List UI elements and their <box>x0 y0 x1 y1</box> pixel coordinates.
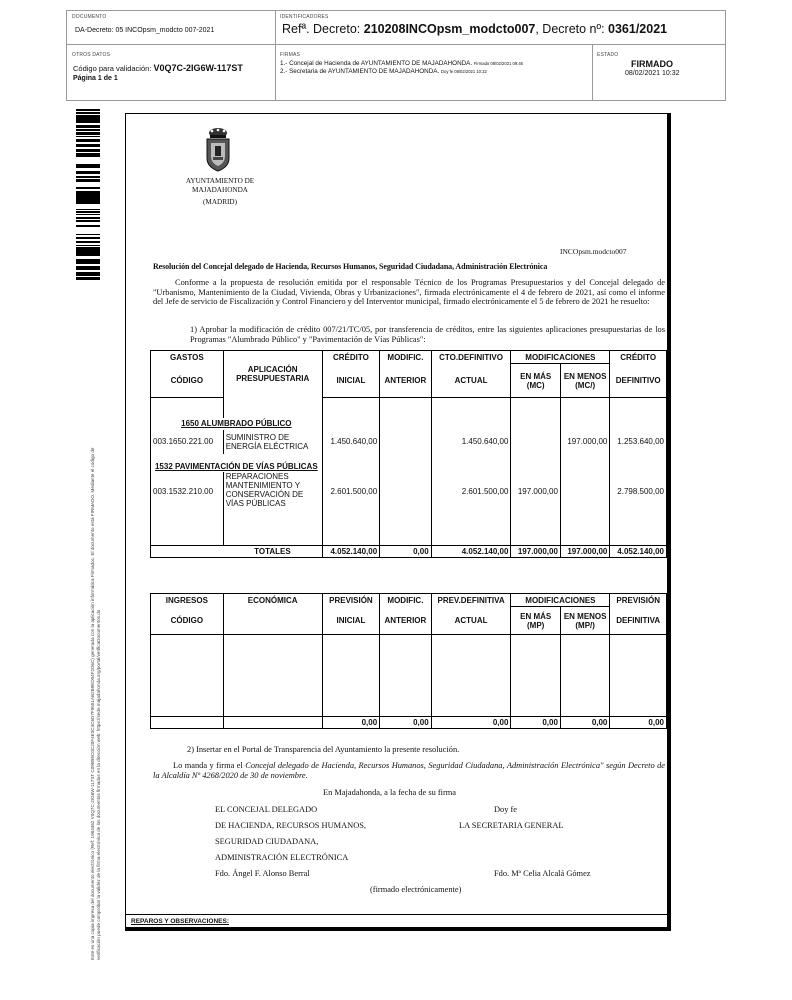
manda-paragraph <box>153 761 665 780</box>
gastos-totales-label: TOTALES <box>223 546 322 558</box>
barcode-bar <box>76 259 100 261</box>
ayto-line-2: MAJADAHONDA <box>192 186 248 194</box>
barcode-bar <box>76 129 100 131</box>
barcode-bar <box>76 191 100 193</box>
gastos-total-enmas: 197.000,00 <box>511 546 560 558</box>
pagina-text: Página 1 de 1 <box>73 75 118 82</box>
barcode-bar <box>76 126 100 128</box>
ingresos-h-actual: ACTUAL <box>431 607 511 635</box>
barcode-bar <box>76 269 100 270</box>
estado-label: ESTADO <box>597 52 619 58</box>
item-1-paragraph: 1) Aprobar la modificación de crédito 007/21/TC/05, por transferencia de créditos, entre las siguientes aplicaciones presupuestarias de los Programas "Alumbrado Público" y "Pavimentación de Vías Públicas": <box>190 325 665 344</box>
ayto-line-3: (MADRID) <box>203 198 237 206</box>
barcode-bar <box>76 179 100 181</box>
side-verification-text <box>90 448 102 960</box>
decreto-reference <box>282 22 667 36</box>
barcode-bar <box>76 117 100 118</box>
gastos-total-definitivo: 4.052.140,00 <box>610 546 667 558</box>
barcode-bar <box>76 268 100 269</box>
barcode-bar <box>76 234 100 235</box>
barcode-bar <box>76 261 100 263</box>
codigo-value: V0Q7C-2IG6W-117ST <box>153 63 243 73</box>
estado-value: FIRMADO <box>631 59 673 69</box>
barcode-bar <box>76 247 100 249</box>
barcode-bar <box>76 212 100 213</box>
ayuntamiento-name <box>160 177 280 207</box>
barcode-bar <box>76 202 100 203</box>
barcode-bar <box>76 225 100 227</box>
ingresos-total-actual: 0,00 <box>431 717 511 729</box>
ingresos-h-prevdef: PREV.DEFINITIVA <box>431 594 511 607</box>
ingresos-h-inicial: INICIAL <box>322 607 380 635</box>
ingresos-h-enmenos: EN MENOS (MP/) <box>560 607 609 635</box>
signature-left-5: Fdo. Ángel F. Alonso Berral <box>215 869 310 878</box>
gastos-group-1532: 1532 PAVIMENTACIÓN DE VÍAS PÚBLICAS <box>151 454 323 472</box>
gastos-h-ctodef: CTO.DEFINITIVO <box>431 351 511 364</box>
gastos-table <box>150 350 667 558</box>
barcode-bar <box>76 272 100 274</box>
barcode-bar <box>76 155 100 157</box>
ingresos-total-anterior: 0,00 <box>380 717 431 729</box>
barcode-bar <box>76 139 100 140</box>
barcode-bar <box>76 194 100 195</box>
barcode-bar <box>76 203 100 204</box>
manda-plain: Lo manda y firma el <box>173 761 246 770</box>
gastos-total-anterior: 0,00 <box>380 546 431 558</box>
barcode-bar <box>76 176 100 178</box>
barcode-bar <box>76 120 100 122</box>
cell-enmas: 197.000,00 <box>511 472 560 512</box>
barcode-bar <box>76 172 100 174</box>
cell-anterior <box>380 472 431 512</box>
cell-definitivo: 2.798.500,00 <box>610 472 667 512</box>
side-text-line-2: verificación puede comprobar la validez de la firma electrónica de los documentos firmados en la dirección web: https://sede.majadahonda.org/portal/verificaDocumentos.do <box>96 609 101 960</box>
identificadores-label: IDENTIFICADORES <box>280 14 329 20</box>
ingresos-table <box>150 593 667 729</box>
signature-right-1: Doy fe <box>494 805 518 814</box>
ingresos-h-enmas: EN MÁS (MP) <box>511 607 560 635</box>
barcode-bar <box>76 167 100 168</box>
gastos-total-enmenos: 197.000,00 <box>560 546 609 558</box>
ingresos-h-modific: MODIFIC. <box>380 594 431 607</box>
documento-value: DA-Decreto: 05 INCOpsm_modcto 007-2021 <box>75 27 215 34</box>
gastos-h-modific: MODIFIC. <box>380 351 431 364</box>
gastos-totals-row <box>151 546 667 558</box>
barcode-bar <box>76 164 100 166</box>
barcode-bar <box>76 279 100 280</box>
barcode-bar <box>76 245 100 246</box>
barcode-bar <box>76 133 100 135</box>
barcode-bar <box>76 195 100 196</box>
gastos-h-modificaciones: MODIFICACIONES <box>511 351 610 364</box>
barcode-bar <box>76 122 100 123</box>
barcode-bar <box>76 197 100 199</box>
signature-left-1: EL CONCEJAL DELEGADO <box>215 805 318 814</box>
signature-right-2: LA SECRETARIA GENERAL <box>459 821 564 830</box>
signature-left-3: SEGURIDAD CIUDADANA, <box>215 837 319 846</box>
ingresos-h-definitiva: DEFINITIVA <box>610 607 667 635</box>
ingresos-total-enmenos: 0,00 <box>560 717 609 729</box>
signature-left-4: ADMINISTRACIÓN ELECTRÓNICA <box>215 853 349 862</box>
barcode-bar <box>76 154 100 155</box>
cell-actual: 2.601.500,00 <box>431 472 511 512</box>
otros-label: OTROS DATOS <box>72 52 111 58</box>
gastos-h-inicial: INICIAL <box>322 364 380 398</box>
barcode-bar <box>76 125 100 126</box>
barcode-bar <box>76 220 100 222</box>
ref-bold: 210208INCOpsm_modcto007 <box>363 22 536 36</box>
barcode-bar <box>76 149 100 151</box>
ingresos-h-codigo: CÓDIGO <box>151 607 224 635</box>
barcode-bar <box>76 193 100 194</box>
gastos-h-anterior: ANTERIOR <box>380 364 431 398</box>
barcode-bar <box>76 199 100 200</box>
barcode-bar <box>76 115 100 117</box>
firma-1: 1.- Concejal de Hacienda de AYUNTAMIENTO DE MAJADAHONDA. Firmado 08/02/2021 09:46 <box>280 60 523 67</box>
header-documento-box <box>66 10 276 45</box>
barcode-bar <box>76 252 100 253</box>
resolution-title: Resolución del Concejal delegado de Hacienda, Recursos Humanos, Seguridad Ciudadana, Administración Electrónica <box>153 262 548 271</box>
cell-aplicacion: SUMINISTRO DE ENERGÍA ELÉCTRICA <box>223 430 322 454</box>
table-row <box>151 472 667 512</box>
gastos-h-credito-def: CRÉDITO <box>610 351 667 364</box>
ingresos-h-economica: ECONÓMICA <box>223 594 322 607</box>
manda-italic: Concejal delegado de Hacienda, Recursos Humanos, Seguridad Ciudadana, Administración Electrónica" según Decreto de la Alcaldía Nº 4268/2020 de 30 de noviembre. <box>153 761 665 780</box>
barcode-bar <box>76 136 100 137</box>
ingresos-h-modificaciones: MODIFICACIONES <box>511 594 610 607</box>
header-otros-box <box>66 44 276 101</box>
cell-enmenos <box>560 472 609 512</box>
barcode-bar <box>76 274 100 275</box>
barcode-bar <box>76 112 100 114</box>
cell-actual: 1.450.640,00 <box>431 430 511 454</box>
barcode-bar <box>76 146 100 147</box>
cell-aplicacion: REPARACIONES MANTENIMIENTO Y CONSERVACIÓN DE VÍAS PÚBLICAS <box>223 472 322 512</box>
estado-date: 08/02/2021 10:32 <box>625 70 680 77</box>
ingresos-h-prevision-def: PREVISIÓN <box>610 594 667 607</box>
barcode-bar <box>76 171 100 172</box>
barcode-bar <box>76 153 100 154</box>
gastos-group-1650: 1650 ALUMBRADO PÚBLICO <box>151 418 323 430</box>
gastos-total-actual: 4.052.140,00 <box>431 546 511 558</box>
document-ref-code: INCOpsm.modcto007 <box>560 247 627 256</box>
cell-inicial: 1.450.640,00 <box>322 430 380 454</box>
side-text-line-1: Este es una copia impresa del documento electrónico (Ref: 1984462 V0Q7C-2IG6W-117ST C09B95C0C20F4E3C4C6D7F9551AB2B9ED04F2D6C) generada con la aplicación informática Firmadoc. El documento está FIRMADO. Mediante el código de <box>90 447 95 960</box>
barcode-bar <box>76 211 100 212</box>
coat-of-arms-icon <box>200 126 236 172</box>
ingresos-total-definitiva: 0,00 <box>610 717 667 729</box>
barcode-bar <box>76 214 100 215</box>
barcode-bar <box>76 145 100 146</box>
barcode-bar <box>76 237 100 239</box>
header-estado-box <box>592 44 726 101</box>
signature-left-2: DE HACIENDA, RECURSOS HUMANOS, <box>215 821 366 830</box>
barcode-bar <box>76 181 100 182</box>
barcode-bar <box>76 140 100 142</box>
gastos-h-gastos: GASTOS <box>151 351 224 364</box>
barcode-bar <box>76 251 100 252</box>
gastos-h-enmenos: EN MENOS (MC/) <box>560 364 609 398</box>
cell-enmas <box>511 430 560 454</box>
cell-codigo: 003.1650.221.00 <box>151 430 224 454</box>
gastos-h-aplicacion: APLICACIÓN PRESUPUESTARIA <box>223 351 322 398</box>
barcode-bar <box>76 249 100 251</box>
intro-paragraph: Conforme a la propuesta de resolución emitida por el responsable Técnico de los Programas Presupuestarios y del Concejal delegado de "Urbanismo, Mantenimiento de la Ciudad, Vivienda, Obras y Urbanizaciones", firmada electrónicamente el 4 de febrero de 2021, así como el informe del Jefe de servicio de Fiscalización y Control Financiero y del Interventor municipal, firmado electrónicamente el 5 de febrero de 2021 he resuelto: <box>153 278 665 306</box>
barcode-bar <box>76 255 100 256</box>
gastos-h-codigo: CÓDIGO <box>151 364 224 398</box>
cell-inicial: 2.601.500,00 <box>322 472 380 512</box>
firmado-electronicamente: (firmado electrónicamente) <box>370 885 462 894</box>
ingresos-total-enmas: 0,00 <box>511 717 560 729</box>
barcode-bar <box>76 132 100 133</box>
reparos-divider <box>125 914 671 915</box>
ingresos-h-anterior: ANTERIOR <box>380 607 431 635</box>
ingresos-h-ingresos: INGRESOS <box>151 594 224 607</box>
barcode-image <box>76 108 100 280</box>
ingresos-h-prevision: PREVISIÓN <box>322 594 380 607</box>
barcode-bar <box>76 253 100 255</box>
barcode-bar <box>76 151 100 152</box>
header-identificadores-box <box>275 10 726 45</box>
gastos-h-definitivo: DEFINITIVO <box>610 364 667 398</box>
cell-codigo: 003.1532.210.00 <box>151 472 224 512</box>
codigo-label: Código para validación: <box>73 64 154 73</box>
header-firmas-box <box>275 44 593 101</box>
barcode-bar <box>76 275 100 276</box>
barcode-bar <box>76 200 100 202</box>
ayto-line-1: AYUNTAMIENTO DE <box>185 177 255 185</box>
item-2-paragraph: 2) Insertar en el Portal de Transparencia del Ayuntamiento la presente resolución. <box>187 745 460 754</box>
table-row <box>151 430 667 454</box>
gastos-h-credito: CRÉDITO <box>322 351 380 364</box>
reparos-label: REPAROS Y OBSERVACIONES: <box>131 918 230 925</box>
ref-mid: , Decreto nº: <box>535 22 609 36</box>
barcode-bar <box>76 263 100 264</box>
barcode-bar <box>76 187 100 188</box>
ref-number: 0361/2021 <box>608 22 668 36</box>
barcode-bar <box>76 118 100 120</box>
barcode-bar <box>76 196 100 197</box>
barcode-bar <box>76 217 100 219</box>
barcode-bar <box>76 166 100 167</box>
barcode-bar <box>76 267 100 268</box>
barcode-bar <box>76 209 100 210</box>
ingresos-totals-row <box>151 717 667 729</box>
en-majadahonda: En Majadahonda, a la fecha de su firma <box>323 788 457 797</box>
firma-2: 2.- Secretaria de AYUNTAMIENTO DE MAJADAHONDA. Doy fe 08/02/2021 10:32 <box>280 68 487 75</box>
gastos-h-enmas: EN MÁS (MC) <box>511 364 560 398</box>
barcode-bar <box>76 277 100 279</box>
barcode-bar <box>76 266 100 267</box>
barcode-bar <box>76 188 100 189</box>
cell-definitivo: 1.253.640,00 <box>610 430 667 454</box>
documento-label: DOCUMENTO <box>72 14 107 20</box>
ingresos-total-inicial: 0,00 <box>322 717 380 729</box>
signature-right-5: Fdo. Mª Celia Alcalá Gómez <box>494 869 591 878</box>
barcode-bar <box>76 241 100 243</box>
barcode-bar <box>76 109 100 110</box>
firmas-label: FIRMAS <box>280 52 301 58</box>
gastos-h-actual: ACTUAL <box>431 364 511 398</box>
ref-prefix: Refª. Decreto: <box>282 22 364 36</box>
barcode-bar <box>76 144 100 145</box>
cell-enmenos: 197.000,00 <box>560 430 609 454</box>
cell-anterior <box>380 430 431 454</box>
codigo-validacion <box>73 63 243 73</box>
gastos-total-inicial: 4.052.140,00 <box>322 546 380 558</box>
barcode-bar <box>76 110 100 111</box>
